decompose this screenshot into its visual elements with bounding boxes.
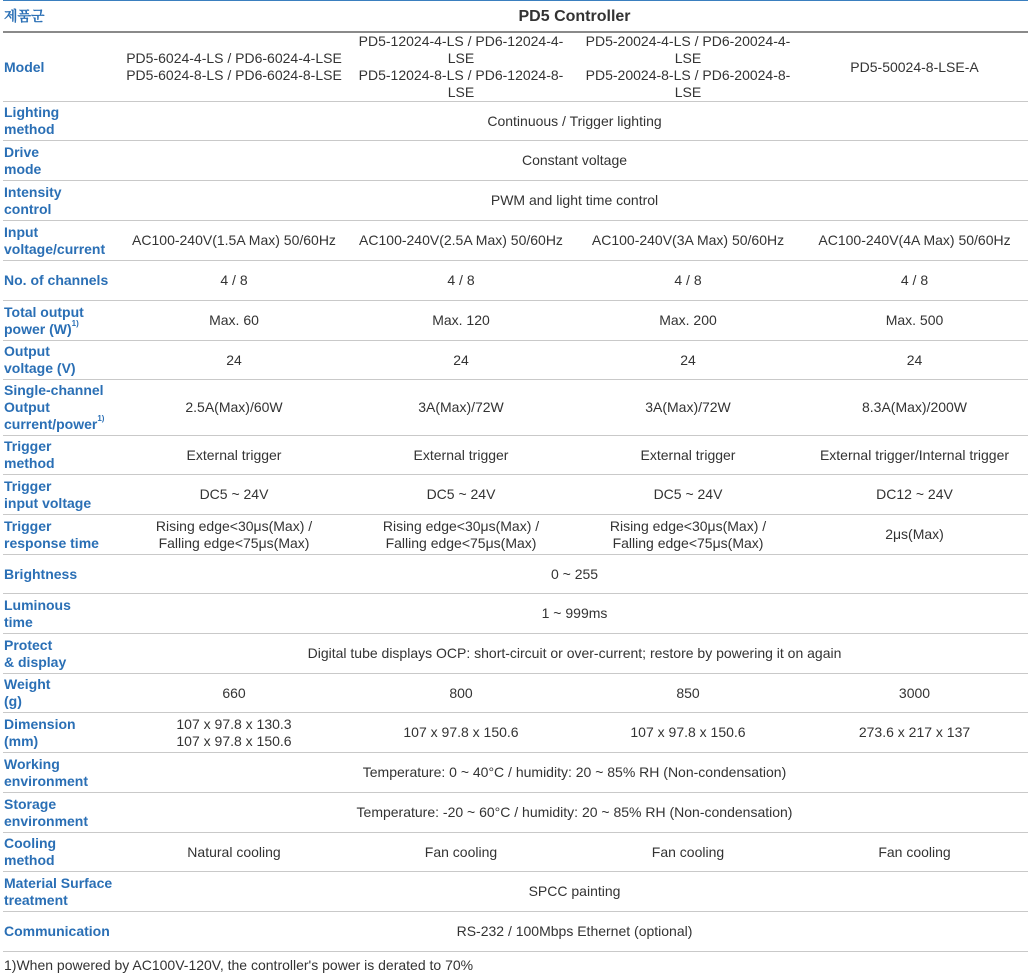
trigger-response-cell: Rising edge<30μs(Max) / Falling edge<75μs(Max) [575,515,801,555]
input-cell: AC100-240V(2.5A Max) 50/60Hz [347,221,575,261]
total-power-cell: Max. 200 [575,301,801,341]
table-row [3,793,1028,833]
row-label-intensity-control: Intensity control [3,181,121,221]
cooling-cell: Fan cooling [347,833,575,872]
weight-cell: 3000 [801,674,1028,713]
row-label-weight: Weight (g) [3,674,121,713]
spec-sheet [3,0,1028,973]
row-label-model: Model [3,32,121,102]
total-power-cell: Max. 120 [347,301,575,341]
table-row [3,713,1028,753]
table-row [3,872,1028,912]
table-row [3,515,1028,555]
output-voltage-cell: 24 [121,341,347,380]
table-row [3,912,1028,952]
table-row [3,674,1028,713]
row-label-drive-mode: Drive mode [3,141,121,181]
intensity-control-value: PWM and light time control [121,181,1028,221]
weight-cell: 660 [121,674,347,713]
product-group-label: 제품군 [3,1,121,33]
lighting-method-value: Continuous / Trigger lighting [121,102,1028,141]
table-row [3,32,1028,102]
table-row [3,436,1028,475]
single-channel-cell: 3A(Max)/72W [575,380,801,436]
table-row [3,753,1028,793]
model-cell: PD5-12024-4-LS / PD6-12024-4-LSE PD5-12024-8-LS / PD6-12024-8-LSE [347,32,575,102]
trigger-method-cell: External trigger [121,436,347,475]
working-env-value: Temperature: 0 ~ 40°C / humidity: 20 ~ 85% RH (Non-condensation) [121,753,1028,793]
channels-cell: 4 / 8 [121,261,347,301]
communication-value: RS-232 / 100Mbps Ethernet (optional) [121,912,1028,952]
output-voltage-cell: 24 [801,341,1028,380]
row-label-input: Input voltage/current [3,221,121,261]
trigger-voltage-cell: DC5 ~ 24V [575,475,801,515]
single-channel-cell: 3A(Max)/72W [347,380,575,436]
dimension-cell: 107 x 97.8 x 130.3 107 x 97.8 x 150.6 [121,713,347,753]
row-label-trigger-method: Trigger method [3,436,121,475]
table-row [3,555,1028,594]
storage-env-value: Temperature: -20 ~ 60°C / humidity: 20 ~ 85% RH (Non-condensation) [121,793,1028,833]
cooling-cell: Natural cooling [121,833,347,872]
table-row [3,475,1028,515]
dimension-cell: 107 x 97.8 x 150.6 [347,713,575,753]
input-cell: AC100-240V(4A Max) 50/60Hz [801,221,1028,261]
model-cell: PD5-50024-8-LSE-A [801,32,1028,102]
table-row [3,594,1028,634]
trigger-response-cell: Rising edge<30μs(Max) / Falling edge<75μs(Max) [347,515,575,555]
table-row [3,141,1028,181]
row-label-brightness: Brightness [3,555,121,594]
protect-display-value: Digital tube displays OCP: short-circuit or over-current; restore by powering it on again [121,634,1028,674]
surface-treatment-value: SPCC painting [121,872,1028,912]
channels-cell: 4 / 8 [575,261,801,301]
row-label-total-power: Total output power $(W)^{1)}$ [3,301,121,341]
trigger-response-cell: Rising edge<30μs(Max) / Falling edge<75μs(Max) [121,515,347,555]
row-label-single-channel: Single-channel Output current/power$^{1)}$ [3,380,121,436]
row-label-dimension: Dimension (mm) [3,713,121,753]
row-label-trigger-voltage: Trigger input voltage [3,475,121,515]
row-label-working-env: Working environment [3,753,121,793]
table-row [3,181,1028,221]
output-voltage-cell: 24 [575,341,801,380]
row-label-trigger-response: Trigger response time [3,515,121,555]
row-label-storage-env: Storage environment [3,793,121,833]
table-row [3,380,1028,436]
row-label-lighting-method: Lighting method [3,102,121,141]
row-label-output-voltage: Output voltage (V) [3,341,121,380]
weight-cell: 800 [347,674,575,713]
input-cell: AC100-240V(3A Max) 50/60Hz [575,221,801,261]
weight-cell: 850 [575,674,801,713]
brightness-value: 0 ~ 255 [121,555,1028,594]
row-label-luminous-time: Luminous time [3,594,121,634]
model-cell: PD5-20024-4-LS / PD6-20024-4-LSE PD5-20024-8-LS / PD6-20024-8-LSE [575,32,801,102]
row-label-cooling: Cooling method [3,833,121,872]
row-label-protect-display: Protect & display [3,634,121,674]
table-header-row [3,1,1028,33]
trigger-method-cell: External trigger/Internal trigger [801,436,1028,475]
channels-cell: 4 / 8 [347,261,575,301]
trigger-method-cell: External trigger [347,436,575,475]
dimension-cell: 107 x 97.8 x 150.6 [575,713,801,753]
row-label-communication: Communication [3,912,121,952]
table-title: PD5 Controller [121,1,1028,33]
model-cell: PD5-6024-4-LS / PD6-6024-4-LSE PD5-6024-8-LS / PD6-6024-8-LSE [121,32,347,102]
cooling-cell: Fan cooling [801,833,1028,872]
table-row [3,301,1028,341]
single-channel-cell: 2.5A(Max)/60W [121,380,347,436]
drive-mode-value: Constant voltage [121,141,1028,181]
trigger-voltage-cell: DC12 ~ 24V [801,475,1028,515]
single-channel-cell: 8.3A(Max)/200W [801,380,1028,436]
table-row [3,221,1028,261]
output-voltage-cell: 24 [347,341,575,380]
table-row [3,833,1028,872]
channels-cell: 4 / 8 [801,261,1028,301]
spec-table [3,0,1028,952]
table-row [3,261,1028,301]
footnote: 1)When powered by AC100V-120V, the controller's power is derated to 70% [4,957,474,973]
dimension-cell: 273.6 x 217 x 137 [801,713,1028,753]
table-row [3,341,1028,380]
total-power-cell: Max. 500 [801,301,1028,341]
luminous-time-value: 1 ~ 999ms [121,594,1028,634]
trigger-voltage-cell: DC5 ~ 24V [347,475,575,515]
trigger-method-cell: External trigger [575,436,801,475]
trigger-voltage-cell: DC5 ~ 24V [121,475,347,515]
table-row [3,102,1028,141]
input-cell: AC100-240V(1.5A Max) 50/60Hz [121,221,347,261]
row-label-surface-treatment: Material Surface treatment [3,872,121,912]
row-label-channels: No. of channels [3,261,121,301]
table-row [3,634,1028,674]
trigger-response-cell: 2μs(Max) [801,515,1028,555]
cooling-cell: Fan cooling [575,833,801,872]
total-power-cell: Max. 60 [121,301,347,341]
